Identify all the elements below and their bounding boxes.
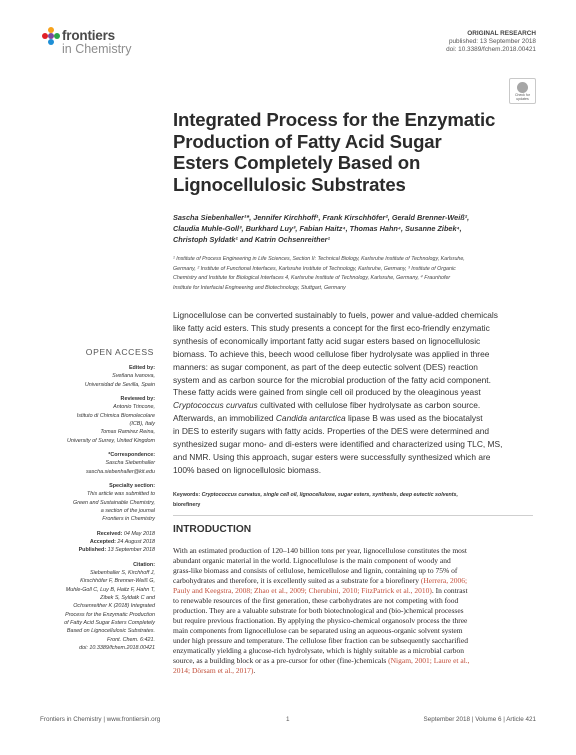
body-line: main components from lignocellulose can be separated using an aqueous-organic solvent system bbox=[173, 625, 463, 635]
citation bbox=[40, 561, 155, 652]
abstract-line: and NMR. Using this approach, sugar esters were successfully synthesized which are bbox=[173, 451, 491, 462]
body-line: enzymatically yielding a glucose-rich hydrolysate, which is highly suitable as a microbial carbon bbox=[173, 645, 464, 655]
reviewed-by-label: Reviewed by: bbox=[120, 396, 155, 403]
crossmark-badge[interactable] bbox=[509, 78, 536, 104]
correspondence-label: *Correspondence: bbox=[108, 452, 155, 459]
accepted-value: 24 August 2018 bbox=[117, 539, 155, 546]
frontiers-logo-icon bbox=[42, 27, 60, 45]
body-line: grass-like biomass and consists of cellulose, hemicellulose and lignin, containing up to 75% of bbox=[173, 565, 458, 575]
open-access-label: OPEN ACCESS bbox=[85, 347, 154, 357]
author-line[interactable]: Claudia Muhle-Goll³, Burkhard Luy³, Fabian Haitz⁴, Thomas Hahn⁴, Susanne Zibek⁴, bbox=[173, 224, 462, 233]
footer-issue-info: September 2018 | Volume 6 | Article 421 bbox=[423, 716, 536, 723]
body-line: under high pressure and temperature. The cellulose fiber fraction can be subsequently saccharified bbox=[173, 635, 468, 645]
abstract-line: These fatty acids were gained from single cell oil produced by the oleaginous yeast bbox=[173, 387, 481, 398]
body-line: With an estimated production of 120–140 billion tons per year, lignocellulose constitutes the most bbox=[173, 546, 467, 555]
crossmark-icon bbox=[517, 82, 528, 93]
citation-line: Process for the Enzymatic Production bbox=[65, 611, 155, 618]
reviewer-line: Istituto di Chimica Biomolecolare bbox=[76, 412, 155, 419]
brand-name: frontiers bbox=[62, 28, 115, 43]
reviewer-line[interactable]: Tomas Ramirez Reina, bbox=[100, 429, 155, 436]
journal-name: in Chemistry bbox=[62, 42, 132, 56]
crossmark-label: Check for updates bbox=[515, 93, 530, 101]
accepted-date bbox=[40, 538, 155, 546]
published-date: published: 13 September 2018 bbox=[448, 38, 536, 45]
article-title bbox=[173, 109, 523, 195]
received-label: Received: bbox=[96, 530, 123, 537]
author-list bbox=[173, 212, 543, 245]
affiliation-line: Institute for Interfacial Engineering and Biotechnology, Stuttgart, Germany bbox=[173, 284, 346, 291]
author-line[interactable]: Sascha Siebenhaller¹*, Jennifer Kirchhoff¹, Frank Kirschhöfer², Gerald Brenner-Weiß², bbox=[173, 213, 470, 222]
abstract-line: in DES to esterify sugars with fatty acids. Properties of the DES were determined and bbox=[173, 426, 490, 437]
body-line: to renewable resources of the first generation, these carbohydrates are not competing with food bbox=[173, 595, 459, 605]
article-sidebar bbox=[40, 364, 155, 652]
body-line: Pauly and Keegstra, 2008; Zhao et al., 2009; Cherubini, 2010; FitzPatrick et al., 2010). In contrast bbox=[173, 585, 468, 595]
citation-line: Siebenhaller S, Kirchhoff J, bbox=[89, 570, 155, 577]
citation-line: Ochsenreither K (2018) Integrated bbox=[73, 603, 155, 610]
specialty-section bbox=[40, 482, 155, 523]
page-number: 1 bbox=[286, 716, 290, 723]
body-line: abundant organic material in the world. Lignocellulose is the main component of woody and bbox=[173, 555, 451, 565]
body-line: 2014; Dörsam et al., 2017). bbox=[173, 665, 256, 675]
keywords-values: Cryptococcus curvatus, single cell oil, lignocellulose, sugar esters, synthesis, deep eutectic solvents, bbox=[201, 492, 458, 498]
body-line: carbohydrates and therefore, it is excellently suited as a substrate for a biorefinery (Herrera, 2006; bbox=[173, 575, 468, 585]
published-label: Published: bbox=[78, 547, 107, 554]
citation-line: Front. Chem. 6:421. bbox=[107, 636, 155, 643]
journal-logo bbox=[42, 27, 162, 61]
editor-line: Universidad de Sevilla, Spain bbox=[84, 381, 155, 388]
abstract-line: Cryptococcus curvatus cultivated with cellulose fiber hydrolysate as carbon source. bbox=[173, 400, 481, 411]
received-value: 04 May 2018 bbox=[123, 530, 155, 537]
published-date-side bbox=[40, 546, 155, 554]
citation-line: of Fatty Acid Sugar Esters Completely bbox=[64, 619, 155, 626]
received-date bbox=[40, 530, 155, 538]
edited-by-label: Edited by: bbox=[128, 365, 155, 371]
reviewer-line[interactable]: Antonio Trincone, bbox=[113, 404, 155, 411]
specialty-line: Green and Sustainable Chemistry, bbox=[73, 499, 155, 506]
abstract-line: Afterwards, an immobilized Candida antarctica lipase B was used as the biocatalyst bbox=[173, 413, 483, 424]
citation-doi[interactable]: doi: 10.3389/fchem.2018.00421 bbox=[79, 644, 155, 651]
specialty-label: Specialty section: bbox=[109, 483, 155, 490]
citation-line: Muhle-Goll C, Luy B, Haitz F, Hahn T, bbox=[65, 586, 155, 593]
abstract-line: system and as carbon source for the microbial production of the fatty acid component. bbox=[173, 374, 491, 385]
specialty-line: This article was submitted to bbox=[86, 491, 155, 498]
abstract bbox=[173, 309, 533, 477]
affiliations bbox=[173, 255, 533, 293]
author-line[interactable]: Christoph Syldatk¹ and Katrin Ochsenreither¹ bbox=[173, 235, 330, 244]
body-line: but require previous fractionation. By applying the physico-chemical organosolv process the three bbox=[173, 615, 468, 625]
affiliation-line: Germany, ² Institute of Functional Interfaces, Karlsruhe Institute of Technology, Karlsruhe, Germany, ³ Institute of Organic bbox=[173, 265, 456, 272]
article-type: ORIGINAL RESEARCH bbox=[467, 30, 536, 37]
section-heading: INTRODUCTION bbox=[173, 524, 252, 535]
published-value: 13 September 2018 bbox=[107, 547, 155, 554]
abstract-line: synthesis of economically important fatty acid sugar esters based on lignocellulosic bbox=[173, 335, 481, 346]
title-line: Esters Completely Based on bbox=[173, 152, 421, 173]
abstract-line: biomass. To achieve this, beech wood cellulose fiber hydrolysate was applied in three bbox=[173, 348, 490, 359]
specialty-line: Frontiers in Chemistry bbox=[102, 516, 155, 523]
body-line: production. They are a valuable substrate for both biotechnological and (bio-)chemical processes bbox=[173, 605, 464, 615]
article-header bbox=[446, 30, 536, 54]
correspondence-email[interactable]: sascha.siebenhaller@kit.edu bbox=[85, 468, 155, 475]
citation-line: Based on Lignocellulosic Substrates. bbox=[66, 628, 155, 635]
correspondence bbox=[40, 451, 155, 476]
abstract-line: synthesized sugar mono- and di-esters were identified and characterized using TLC, MS, bbox=[173, 439, 503, 450]
edited-by bbox=[40, 364, 155, 389]
article-dates bbox=[40, 530, 155, 555]
title-line: Lignocellulosic Substrates bbox=[173, 173, 406, 195]
citation-label: Citation: bbox=[133, 561, 155, 568]
introduction-body bbox=[173, 546, 533, 676]
citation-line: Kirschhöfer F, Brenner-Weiß G, bbox=[80, 578, 155, 585]
section-divider bbox=[173, 515, 533, 516]
accepted-label: Accepted: bbox=[89, 539, 116, 546]
abstract-line: manners: as sugar component, as part of the deep eutectic solvent (DES) reaction bbox=[173, 361, 478, 372]
keywords-line-2: biorefinery bbox=[173, 501, 201, 508]
abstract-line: like fatty acid esters. This study presents a concept for the first eco-friendly enzymatic bbox=[173, 322, 490, 333]
abstract-line: Lignocellulose can be converted sustainably to fuels, power and value-added chemicals bbox=[173, 310, 498, 320]
body-line: source, as a building block or as a pre-cursor for other (fine-)chemicals (Nigam, 2001; Laure et al., bbox=[173, 655, 470, 665]
citation-line: Zibek S, Syldatk C and bbox=[100, 595, 155, 602]
affiliation-line: ¹ Institute of Process Engineering in Life Sciences, Section II: Technical Biology, Karlsruhe Institute of Technology, Karlsruhe, bbox=[173, 256, 465, 262]
footer-journal-link[interactable]: Frontiers in Chemistry | www.frontiersin.org bbox=[40, 716, 161, 723]
keywords-label: Keywords: bbox=[173, 492, 201, 498]
reviewer-line: University of Surrey, United Kingdom bbox=[67, 437, 155, 444]
reviewed-by bbox=[40, 395, 155, 445]
keywords-line-1 bbox=[173, 491, 533, 501]
specialty-line: a section of the journal bbox=[100, 508, 155, 515]
title-line: Production of Fatty Acid Sugar bbox=[173, 130, 442, 152]
abstract-line: 100% based on lignocellulosic biomass. bbox=[173, 464, 322, 475]
keywords bbox=[173, 491, 533, 510]
correspondence-line: Sascha Siebenhaller bbox=[105, 460, 155, 467]
editor-line[interactable]: Svetlana Ivanova, bbox=[112, 373, 155, 380]
doi[interactable]: doi: 10.3389/fchem.2018.00421 bbox=[446, 46, 536, 53]
affiliation-line: Chemistry and Institute for Biological Interfaces 4, Karlsruhe Institute of Technology, Karlsruhe, Germany, ⁴ Fraunhofer bbox=[173, 275, 451, 281]
reviewer-line: (ICB), Italy bbox=[129, 420, 155, 427]
title-line: Integrated Process for the Enzymatic bbox=[173, 109, 496, 130]
